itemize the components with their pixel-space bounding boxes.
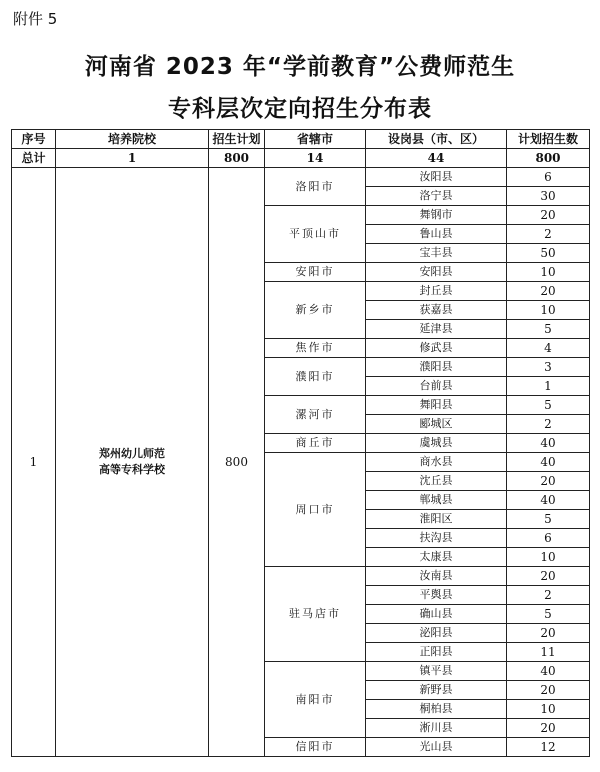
document-title-line1: 河南省 2023 年“学前教育”公费师范生 [84, 54, 516, 80]
city-cell: 焦作市 [265, 339, 366, 358]
county-cell: 鲁山县 [366, 225, 507, 244]
county-cell: 舞钢市 [366, 206, 507, 225]
county-cell: 新野县 [366, 681, 507, 700]
county-cell: 台前县 [366, 377, 507, 396]
count-cell: 40 [507, 491, 590, 510]
count-cell: 2 [507, 225, 590, 244]
document-title-line2: 专科层次定向招生分布表 [168, 96, 432, 122]
count-cell: 5 [507, 605, 590, 624]
total-schools: 1 [56, 149, 209, 168]
header-school: 培养院校 [56, 130, 209, 149]
school-name-line1: 郑州幼儿师范 [99, 447, 165, 460]
total-cities: 14 [265, 149, 366, 168]
count-cell: 40 [507, 662, 590, 681]
count-cell: 40 [507, 434, 590, 453]
county-cell: 扶沟县 [366, 529, 507, 548]
header-row [12, 130, 590, 149]
county-cell: 光山县 [366, 738, 507, 757]
count-cell: 2 [507, 415, 590, 434]
header-county: 设岗县（市、区） [366, 130, 507, 149]
count-cell: 20 [507, 567, 590, 586]
count-cell: 40 [507, 453, 590, 472]
city-cell: 濮阳市 [265, 358, 366, 396]
county-cell: 延津县 [366, 320, 507, 339]
count-cell: 20 [507, 624, 590, 643]
city-cell: 南阳市 [265, 662, 366, 738]
county-cell: 泌阳县 [366, 624, 507, 643]
total-count: 800 [507, 149, 590, 168]
city-cell: 商丘市 [265, 434, 366, 453]
county-cell: 郾城区 [366, 415, 507, 434]
count-cell: 10 [507, 700, 590, 719]
count-cell: 10 [507, 548, 590, 567]
count-cell: 1 [507, 377, 590, 396]
total-counties: 44 [366, 149, 507, 168]
header-index: 序号 [12, 130, 56, 149]
county-cell: 沈丘县 [366, 472, 507, 491]
city-cell: 信阳市 [265, 738, 366, 757]
county-cell: 汝阳县 [366, 168, 507, 187]
enrollment-distribution-table [11, 129, 590, 757]
county-cell: 濮阳县 [366, 358, 507, 377]
county-cell: 修武县 [366, 339, 507, 358]
count-cell: 5 [507, 396, 590, 415]
city-cell: 驻马店市 [265, 567, 366, 662]
city-cell: 平顶山市 [265, 206, 366, 263]
count-cell: 5 [507, 320, 590, 339]
count-cell: 5 [507, 510, 590, 529]
count-cell: 2 [507, 586, 590, 605]
county-cell: 平舆县 [366, 586, 507, 605]
county-cell: 桐柏县 [366, 700, 507, 719]
total-plan: 800 [209, 149, 265, 168]
entry-plan: 800 [209, 168, 265, 757]
county-cell: 舞阳县 [366, 396, 507, 415]
county-cell: 获嘉县 [366, 301, 507, 320]
county-cell: 洛宁县 [366, 187, 507, 206]
city-cell: 新乡市 [265, 282, 366, 339]
header-count: 计划招生数 [507, 130, 590, 149]
school-name-line2: 高等专科学校 [99, 463, 165, 476]
county-cell: 确山县 [366, 605, 507, 624]
count-cell: 11 [507, 643, 590, 662]
county-cell: 虞城县 [366, 434, 507, 453]
count-cell: 12 [507, 738, 590, 757]
county-cell: 封丘县 [366, 282, 507, 301]
county-cell: 正阳县 [366, 643, 507, 662]
total-row [12, 149, 590, 168]
header-plan: 招生计划 [209, 130, 265, 149]
county-cell: 淮阳区 [366, 510, 507, 529]
entry-index: 1 [12, 168, 56, 757]
table-row [12, 168, 590, 187]
county-cell: 汝南县 [366, 567, 507, 586]
count-cell: 6 [507, 168, 590, 187]
city-cell: 洛阳市 [265, 168, 366, 206]
county-cell: 安阳县 [366, 263, 507, 282]
attachment-label: 附件 5 [13, 10, 58, 28]
count-cell: 20 [507, 472, 590, 491]
header-city: 省辖市 [265, 130, 366, 149]
county-cell: 商水县 [366, 453, 507, 472]
county-cell: 淅川县 [366, 719, 507, 738]
county-cell: 郸城县 [366, 491, 507, 510]
count-cell: 30 [507, 187, 590, 206]
school-name-cell [56, 168, 209, 757]
count-cell: 20 [507, 719, 590, 738]
count-cell: 4 [507, 339, 590, 358]
city-cell: 周口市 [265, 453, 366, 567]
city-cell: 安阳市 [265, 263, 366, 282]
count-cell: 3 [507, 358, 590, 377]
county-cell: 镇平县 [366, 662, 507, 681]
county-cell: 宝丰县 [366, 244, 507, 263]
count-cell: 20 [507, 282, 590, 301]
count-cell: 20 [507, 681, 590, 700]
city-cell: 漯河市 [265, 396, 366, 434]
count-cell: 50 [507, 244, 590, 263]
count-cell: 10 [507, 301, 590, 320]
county-cell: 太康县 [366, 548, 507, 567]
count-cell: 20 [507, 206, 590, 225]
count-cell: 10 [507, 263, 590, 282]
count-cell: 6 [507, 529, 590, 548]
total-label: 总计 [12, 149, 56, 168]
